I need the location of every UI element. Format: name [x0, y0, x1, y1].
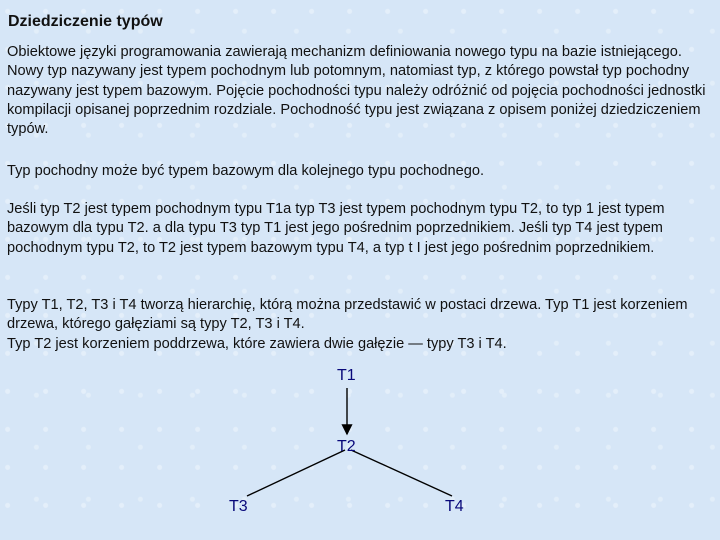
paragraph-intro: Obiektowe języki programowania zawierają mechanizm definiowania nowego typu na bazie istniejącego. Nowy typ nazywany jest typem pochodnym lub potomnym, natomiast typ, z którego powstał typ pochodny nazywany jest typem bazowym. Pojęcie pochodności typu należy odróżnić od pojęcia pochodności jednostki kompilacji opisanej poprzednim rozdziale. Pochodność typu jest związana z opisem poniżej dziedziczeniem typów. — [7, 44, 706, 138]
page-title: Dziedziczenie typów — [8, 13, 163, 30]
paragraph-derived-base: Typ pochodny może być typem bazowym dla kolejnego typu pochodnego. — [7, 163, 485, 179]
paragraph-hierarchy: Typy T1, T2, T3 i T4 tworzą hierarchię, którą można przedstawić w postaci drzewa. Typ T1 jest korzeniem drzewa, którego gałęziami są typy T2, T3 i T4. Typ T2 jest korzeniem poddrzewa, które zawiera dwie gałęzie — typy T3 i T4. — [7, 297, 688, 352]
tree-node-t1: T1 — [337, 367, 356, 384]
tree-node-t4: T4 — [445, 498, 464, 515]
tree-node-t2: T2 — [337, 438, 356, 455]
tree-node-t3: T3 — [229, 498, 248, 515]
edge-t2-t3 — [247, 450, 345, 496]
edge-t2-t4 — [351, 450, 452, 496]
paragraph-example: Jeśli typ T2 jest typem pochodnym typu T1a typ T3 jest typem pochodnym typu T2, to typ 1 jest typem bazowym dla typu T2. a dla typu T3 typ T1 jest jego pośrednim poprzednikiem. Jeśli typ T4 jest typem pochodnym typu T2, to T2 jest typem bazowym typu T4, a typ t I jest jego pośrednim poprzednikiem. — [7, 201, 665, 256]
